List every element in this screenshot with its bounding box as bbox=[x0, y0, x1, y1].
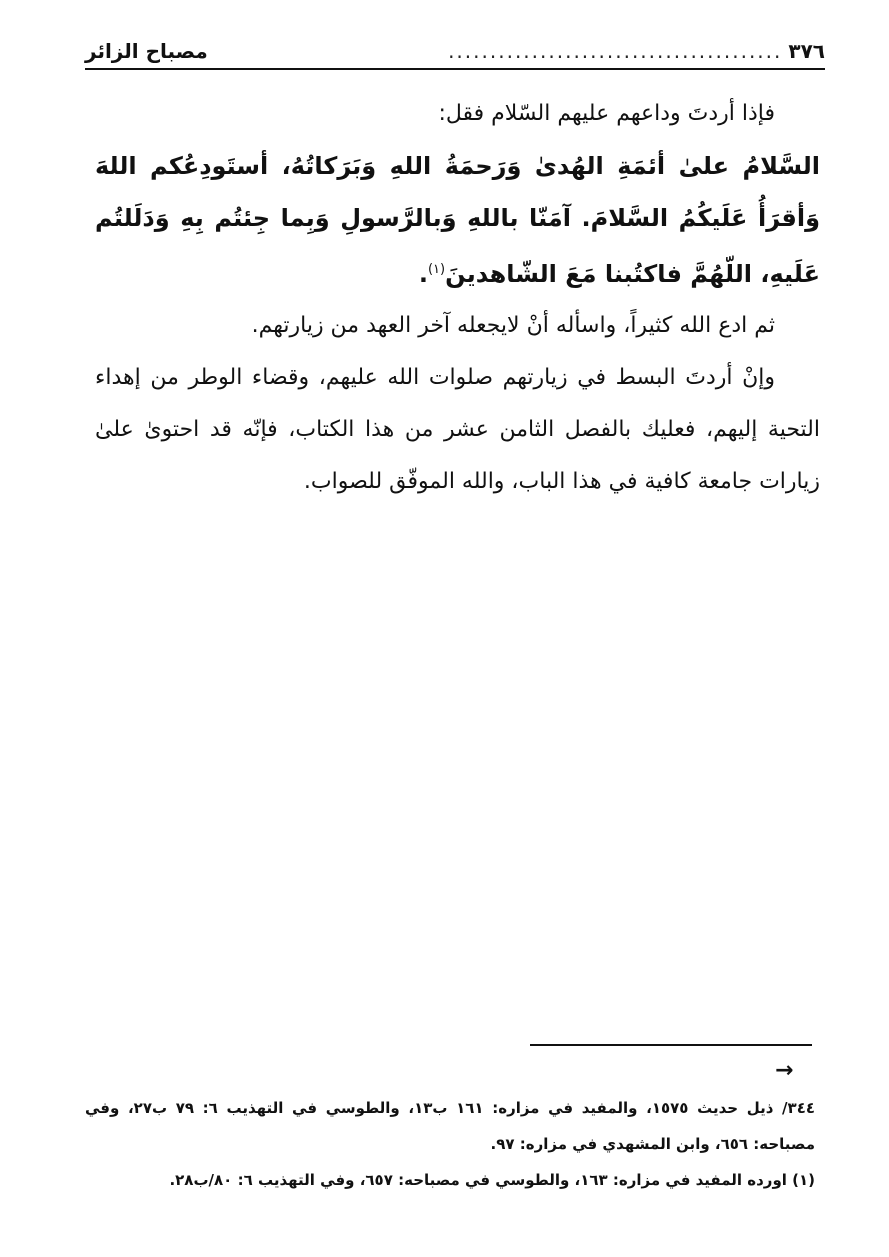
prayer-text: السَّلامُ علىٰ أئمَةِ الهُدىٰ وَرَحمَةُ اللهِ وَبَرَكاتُهُ، أستَودِعُكم اللهَ وَأقرَأُ عَلَيكُمُ السَّلامَ. آمَنّا باللهِ وَبالرَّسولِ وَبِما جِئتُم بِهِ وَدَلَلتُم عَلَيهِ، اللّهُمَّ فاكتُبنا مَعَ الشّاهدينَ bbox=[95, 152, 820, 288]
page-number: ٣٧٦ bbox=[788, 39, 825, 63]
running-header bbox=[85, 34, 825, 70]
paragraph-supplication: ثم ادع الله كثيراً، واسأله أنْ لايجعله آخر العهد من زيارتهم. bbox=[251, 313, 775, 338]
paragraph-extended-visit: وإنْ أردتَ البسط في زيارتهم صلوات الله عليهم، وقضاء الوطر من إهداء التحية إليهم، فعليك بالفصل الثامن عشر من هذا الكتاب، فإنّه قد احتوىٰ علىٰ زيارات جامعة كافية في هذا الباب، والله الموفّق للصواب. bbox=[95, 365, 820, 494]
main-text bbox=[95, 88, 820, 508]
footnote-344: ٣٤٤/ ذيل حديث ١٥٧٥، والمفيد في مزاره: ١٦١ ب١٣، والطوسي في التهذيب ٦: ٧٩ ب٢٧، وفي مصباحه: ٦٥٦، وابن المشهدي في مزاره: ٩٧. bbox=[85, 1099, 816, 1153]
farewell-prayer bbox=[95, 140, 820, 300]
footnote-1: (١) اورده المفيد في مزاره: ١٦٣، والطوسي في مصباحه: ٦٥٧، وفي التهذيب ٦: ٨٠/ب٢٨. bbox=[169, 1171, 815, 1189]
footnote-separator bbox=[530, 1044, 812, 1046]
continuation-arrow-icon: → bbox=[775, 1058, 794, 1083]
footnotes bbox=[85, 1090, 815, 1198]
footnote-marker: (١) bbox=[427, 262, 446, 277]
book-title: مصباح الزائر bbox=[85, 39, 208, 63]
header-leader-dots: ........................................ bbox=[448, 39, 783, 63]
prayer-end-punctuation: . bbox=[418, 260, 428, 288]
intro-line: فإذا أردتَ وداعهم عليهم السّلام فقل: bbox=[438, 101, 775, 126]
